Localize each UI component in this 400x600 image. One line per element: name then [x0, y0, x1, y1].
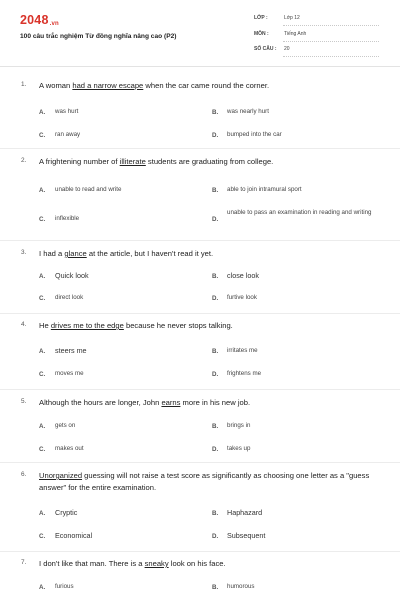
option-a[interactable]: Quick look	[55, 271, 89, 280]
option-b-letter: B.	[212, 423, 219, 430]
option-b-letter: B.	[212, 510, 219, 517]
option-a-letter: A.	[39, 187, 46, 194]
option-c-letter: C.	[39, 295, 46, 302]
option-c-letter: C.	[39, 216, 46, 223]
option-a[interactable]: furious	[55, 583, 74, 590]
option-d-letter: D.	[212, 132, 219, 139]
question-divider	[0, 313, 400, 314]
meta-count-label: SỐ CÂU :	[254, 46, 277, 52]
option-d[interactable]: unable to pass an examination in reading and writing	[227, 209, 372, 216]
option-b-letter: B.	[212, 187, 219, 194]
option-b[interactable]: able to join intramural sport	[227, 186, 302, 193]
underlined-term: had a narrow escape	[72, 81, 144, 90]
option-a-letter: A.	[39, 510, 46, 517]
option-d-letter: D.	[212, 216, 219, 223]
option-a-letter: A.	[39, 584, 46, 591]
option-c[interactable]: direct look	[55, 294, 84, 301]
option-d[interactable]: frightens me	[227, 370, 262, 377]
option-d-letter: D.	[212, 295, 219, 302]
option-c-letter: C.	[39, 132, 46, 139]
underlined-term: glance	[64, 249, 87, 258]
meta-subject-value: Tiếng Anh	[284, 31, 307, 37]
option-c[interactable]: inflexible	[55, 215, 80, 222]
question-divider	[0, 389, 400, 390]
option-b-letter: B.	[212, 273, 219, 280]
option-b-letter: B.	[212, 109, 219, 116]
option-a[interactable]: Cryptic	[55, 508, 78, 517]
underlined-term: Unorganized	[39, 471, 83, 480]
question-divider	[0, 148, 400, 149]
page-title: 100 câu trắc nghiệm Từ đồng nghĩa nâng cao (P2)	[20, 33, 177, 40]
option-d-letter: D.	[212, 371, 219, 378]
question-number: 1.	[21, 81, 27, 88]
option-b[interactable]: Haphazard	[227, 508, 263, 517]
option-c-letter: C.	[39, 371, 46, 378]
option-d-letter: D.	[212, 446, 219, 453]
question-text: A woman had a narrow escape when the car came round the corner.	[39, 81, 270, 90]
meta-count-value: 20	[284, 46, 290, 52]
option-b[interactable]: humorous	[227, 583, 255, 590]
meta-class-value: Lớp 12	[284, 15, 300, 21]
option-b[interactable]: brings in	[227, 422, 251, 429]
option-b[interactable]: was nearly hurt	[227, 108, 269, 115]
option-a[interactable]: was hurt	[55, 108, 79, 115]
option-b-letter: B.	[212, 584, 219, 591]
option-c[interactable]: ran away	[55, 131, 81, 138]
option-c-letter: C.	[39, 533, 46, 540]
option-d[interactable]: bumped into the car	[227, 131, 282, 138]
question-divider	[0, 240, 400, 241]
option-c[interactable]: moves me	[55, 370, 84, 377]
meta-subject-label: MÔN :	[254, 31, 269, 37]
option-a[interactable]: steers me	[55, 346, 87, 355]
question-text: Unorganized guessing will not raise a test score as significantly as choosing one letter as a "guess answer" for the entire examination.	[39, 471, 370, 492]
question-text: He drives me to the edge because he never stops talking.	[39, 321, 233, 330]
meta-class-label: LỚP :	[254, 15, 268, 21]
meta-divider	[283, 41, 379, 42]
underlined-term: sneaky	[144, 559, 169, 568]
question-text: Although the hours are longer, John earns more in his new job.	[39, 398, 251, 407]
question-divider	[0, 462, 400, 463]
question-divider	[0, 551, 400, 552]
option-a-letter: A.	[39, 348, 46, 355]
option-a[interactable]: unable to read and write	[55, 186, 122, 193]
option-b-letter: B.	[212, 348, 219, 355]
option-b[interactable]: irritates me	[227, 347, 258, 354]
option-c[interactable]: makes out	[55, 445, 84, 452]
meta-divider	[283, 25, 379, 26]
logo-text: 2048	[20, 13, 49, 27]
option-c[interactable]: Economical	[55, 531, 93, 540]
question-text: A frightening number of illiterate students are graduating from college.	[39, 157, 274, 166]
option-a[interactable]: gets on	[55, 422, 76, 429]
question-number: 3.	[21, 249, 27, 256]
question-number: 7.	[21, 559, 27, 566]
meta-divider	[283, 56, 379, 57]
logo-suffix: .vn	[49, 21, 59, 27]
option-a-letter: A.	[39, 109, 46, 116]
option-d[interactable]: furtive look	[227, 294, 257, 301]
option-c-letter: C.	[39, 446, 46, 453]
option-a-letter: A.	[39, 273, 46, 280]
worksheet-header	[0, 0, 400, 67]
site-logo[interactable]	[20, 13, 59, 27]
question-number: 6.	[21, 471, 27, 478]
question-number: 5.	[21, 398, 27, 405]
question-text: I had a glance at the article, but I haven't read it yet.	[39, 249, 214, 258]
option-d-letter: D.	[212, 533, 219, 540]
option-a-letter: A.	[39, 423, 46, 430]
underlined-term: earns	[161, 398, 181, 407]
underlined-term: illiterate	[119, 157, 146, 166]
option-d[interactable]: takes up	[227, 445, 251, 452]
option-b[interactable]: close look	[227, 271, 259, 280]
option-d[interactable]: Subsequent	[227, 531, 266, 540]
question-number: 4.	[21, 321, 27, 328]
question-text: I don't like that man. There is a sneaky look on his face.	[39, 559, 226, 568]
underlined-term: drives me to the edge	[50, 321, 124, 330]
question-number: 2.	[21, 157, 27, 164]
